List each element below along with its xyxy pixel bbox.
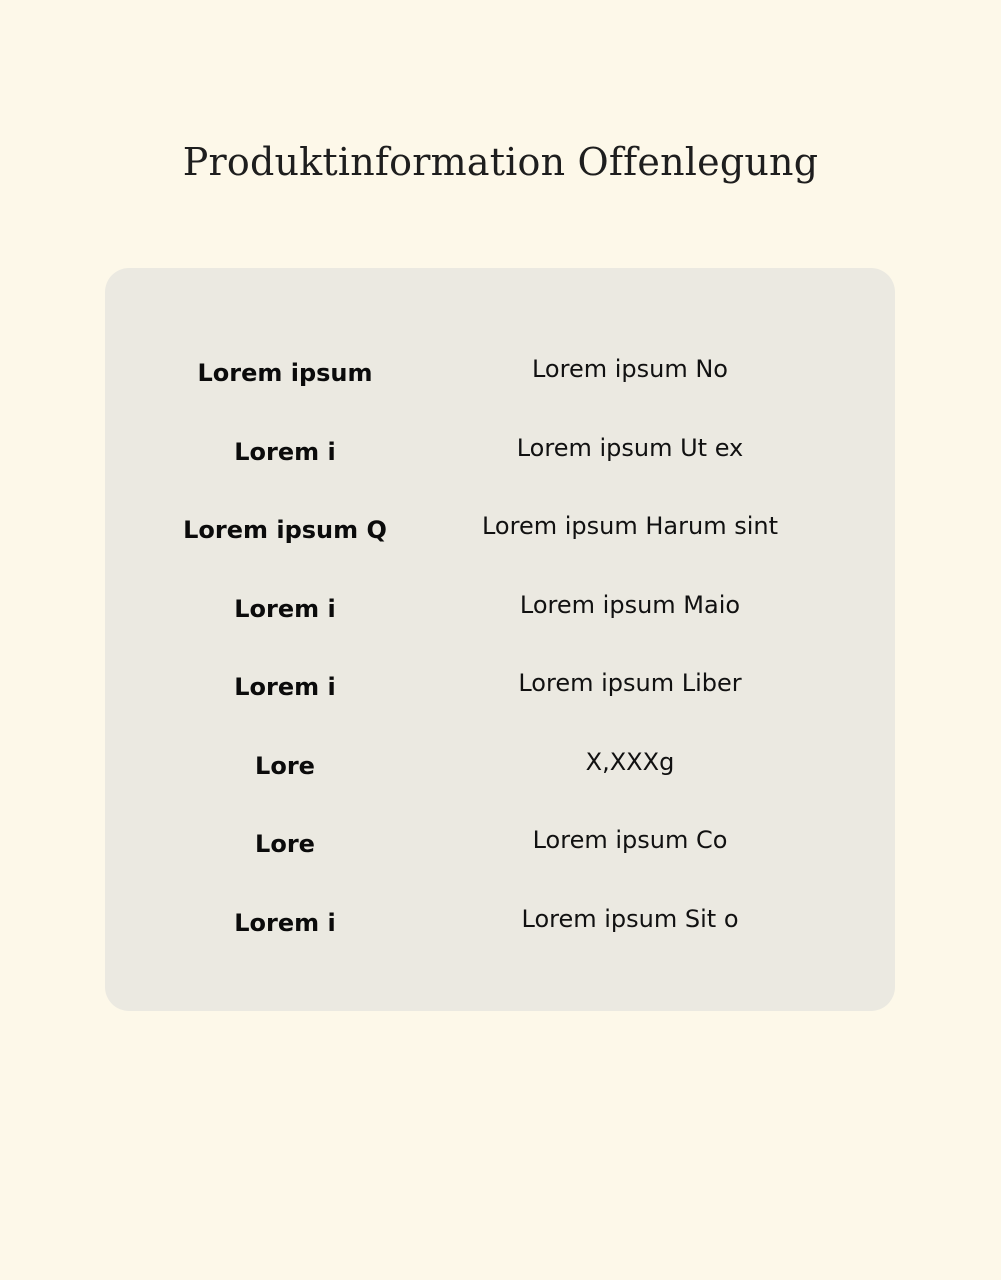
row-label: Lore	[255, 830, 315, 858]
info-row	[105, 349, 895, 389]
info-row	[105, 585, 895, 625]
row-label: Lorem ipsum	[197, 359, 373, 387]
row-label: Lorem i	[234, 673, 336, 701]
row-label: Lorem ipsum Q	[183, 516, 387, 544]
row-value: X,XXXg	[585, 748, 675, 776]
row-value: Lorem ipsum Harum sint	[481, 512, 778, 540]
row-value: Lorem ipsum Ut ex	[516, 434, 744, 462]
product-info-panel	[105, 268, 895, 1011]
row-label: Lore	[255, 752, 315, 780]
info-row	[105, 742, 895, 782]
row-label: Lorem i	[234, 595, 336, 623]
row-label: Lorem i	[234, 909, 336, 937]
info-row	[105, 506, 895, 546]
row-label: Lorem i	[234, 438, 336, 466]
row-value: Lorem ipsum Co	[532, 826, 728, 854]
row-value: Lorem ipsum No	[531, 355, 728, 383]
info-row	[105, 428, 895, 468]
info-row	[105, 899, 895, 939]
info-row	[105, 820, 895, 860]
row-value: Lorem ipsum Sit o	[521, 905, 739, 933]
info-row	[105, 663, 895, 703]
row-value: Lorem ipsum Maio	[519, 591, 741, 619]
row-value: Lorem ipsum Liber	[518, 669, 742, 697]
page-title: Produktinformation Offenlegung	[182, 140, 819, 185]
